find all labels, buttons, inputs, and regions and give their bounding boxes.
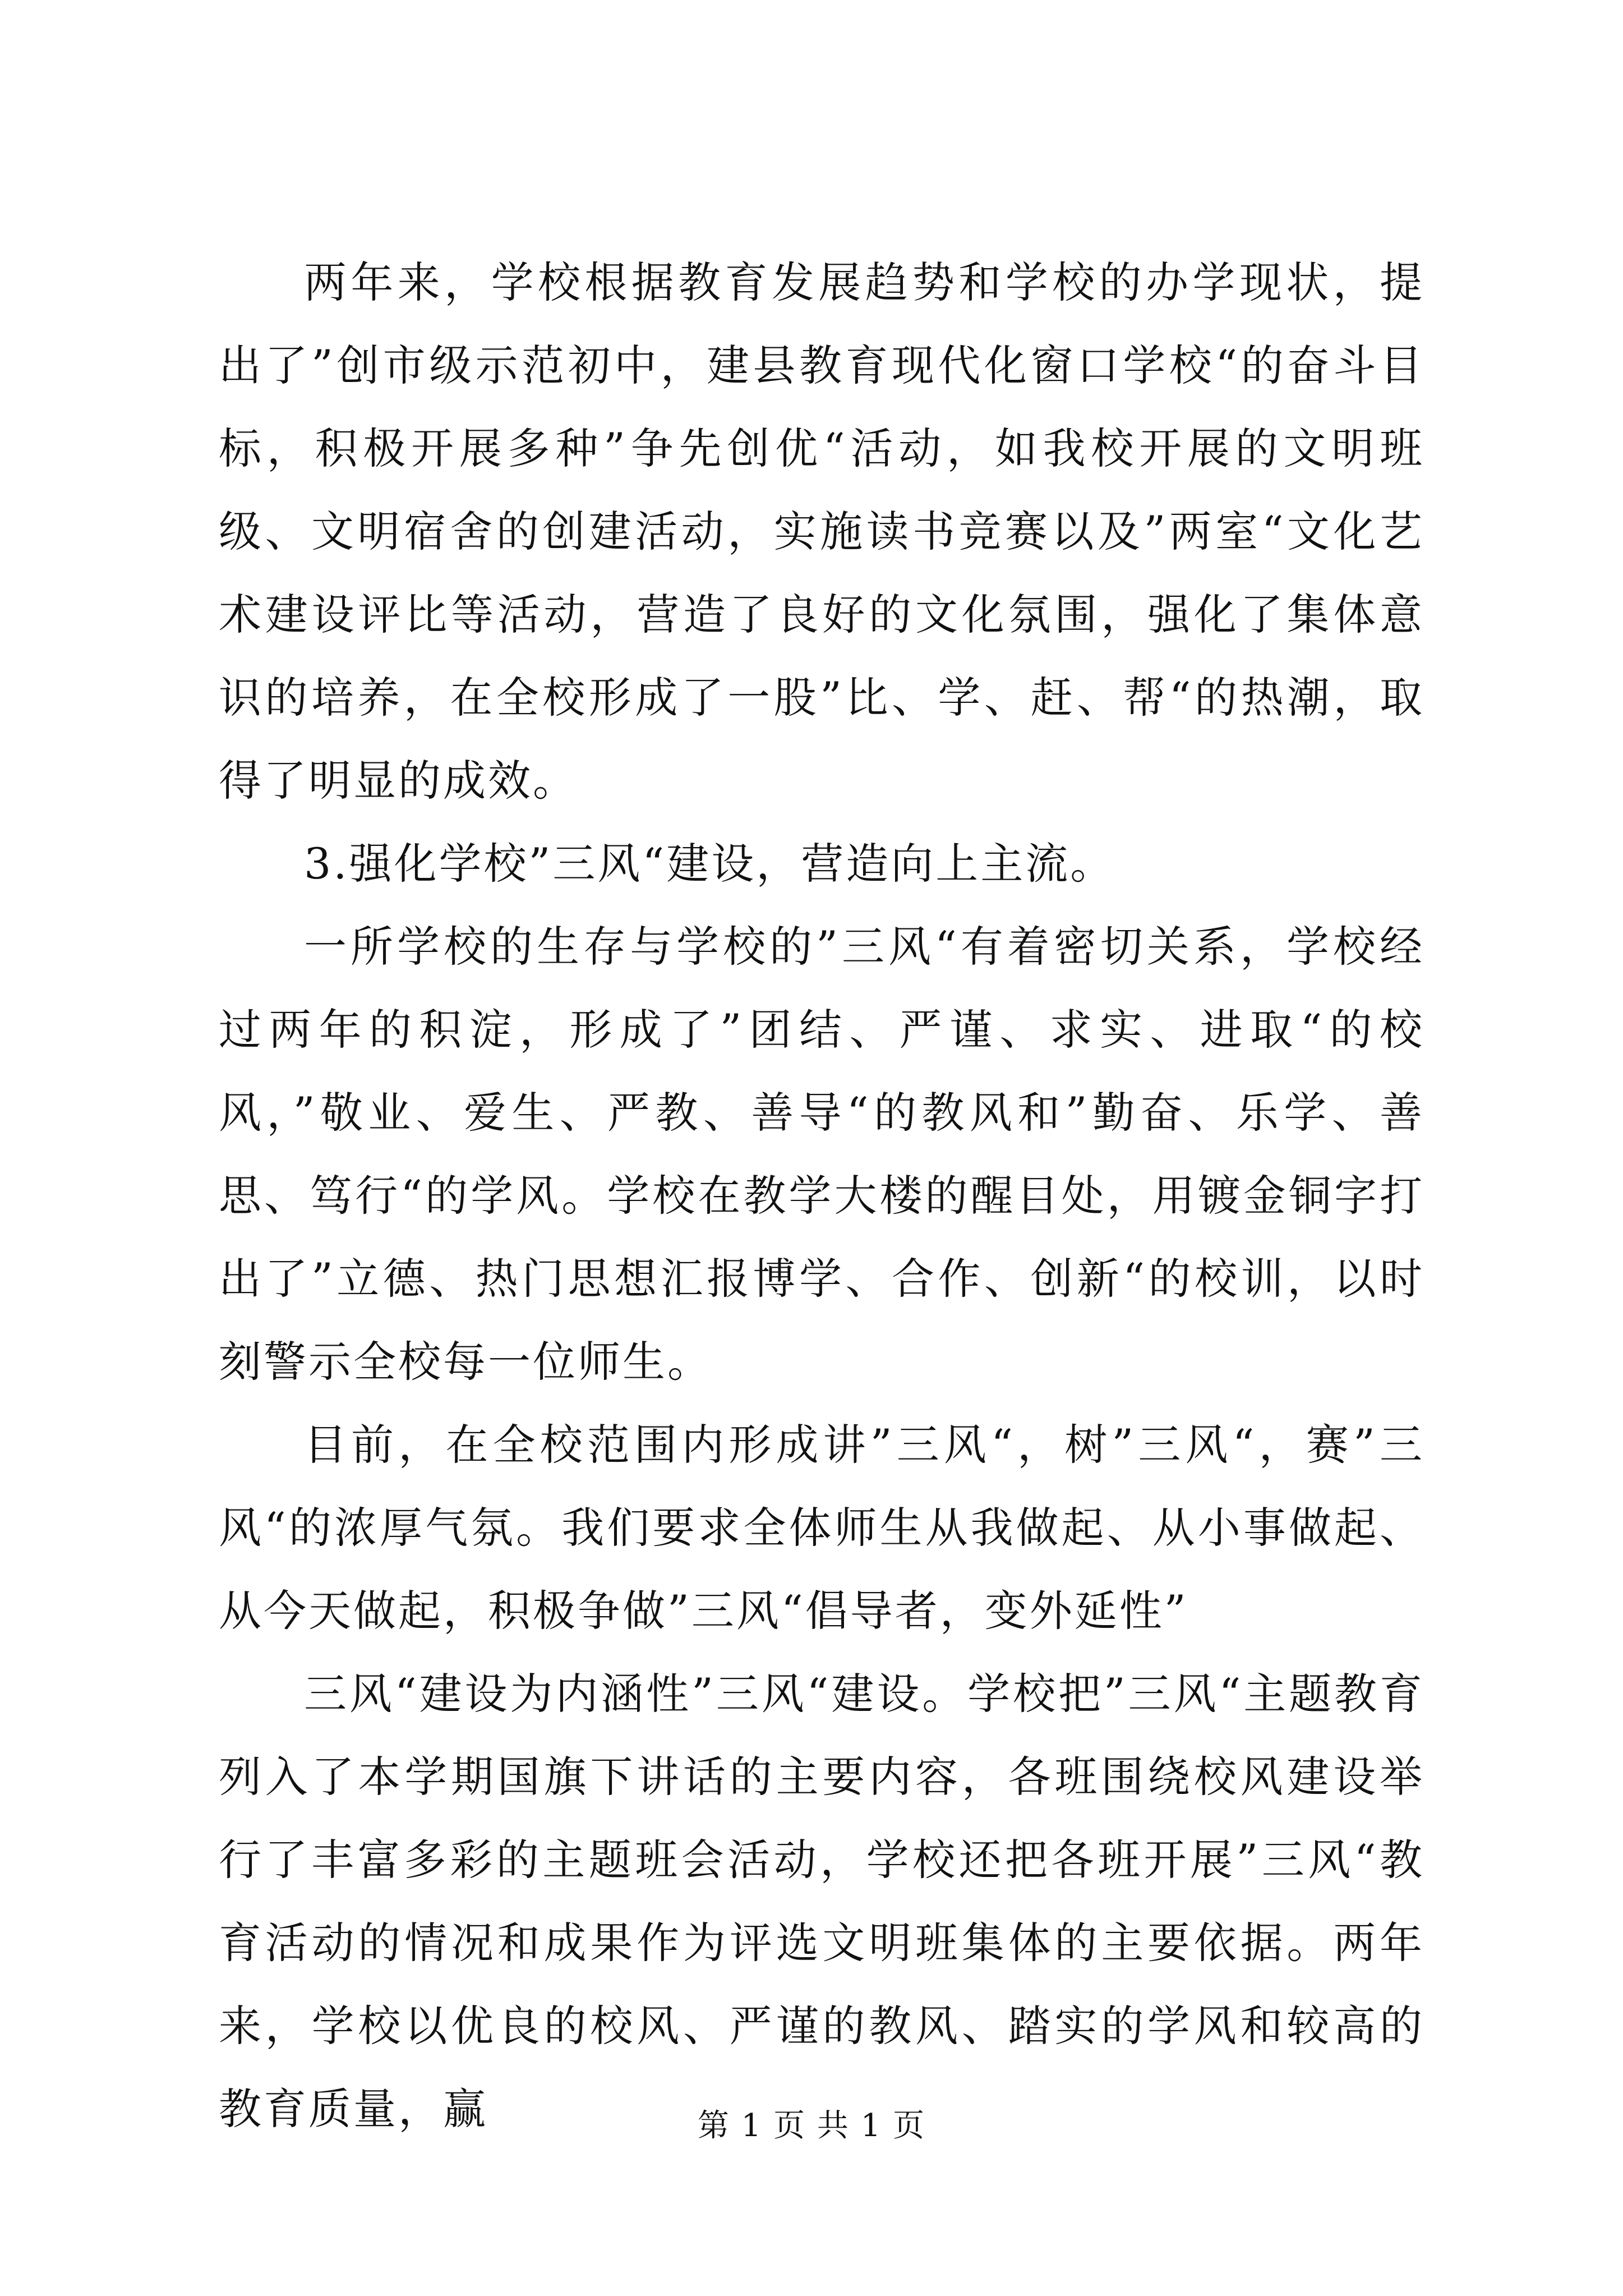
document-body: [219, 241, 1424, 2151]
paragraph: 三风“建设为内涵性”三风“建设。学校把”三风“主题教育列入了本学期国旗下讲话的主要内容，各班围绕校风建设举行了丰富多彩的主题班会活动，学校还把各班开展”三风“教育活动的情况和成果作为评选文明班集体的主要依据。两年来，学校以优良的校风、严谨的教风、踏实的学风和较高的教育质量，赢: [219, 1669, 1424, 2134]
page-footer: 第 1 页 共 1 页: [697, 2108, 926, 2144]
section-heading: 3.强化学校”三风“建设，营造向上主流。: [304, 839, 1115, 889]
paragraph: 两年来，学校根据教育发展趋势和学校的办学现状，提出了”创市级示范初中，建县教育现代化窗口学校“的奋斗目标，积极开展多种”争先创优“活动，如我校开展的文明班级、文明宿舍的创建活动，实施读书竞赛以及”两室“文化艺术建设评比等活动，营造了良好的文化氛围，强化了集体意识的培养，在全校形成了一股”比、学、赶、帮“的热潮，取得了明显的成效。: [219, 257, 1424, 806]
paragraph: 一所学校的生存与学校的”三风“有着密切关系，学校经过两年的积淀，形成了”团结、严谨、求实、进取“的校风，”敬业、爱生、严教、善导“的教风和”勤奋、乐学、善思、笃行“的学风。学校在教学大楼的醒目处，用镀金铜字打出了”立德、热门思想汇报博学、合作、创新“的校训，以时刻警示全校每一位师生。: [219, 922, 1424, 1387]
paragraph: 目前，在全校范围内形成讲”三风“，树”三风“，赛”三风“的浓厚气氛。我们要求全体师生从我做起、从小事做起、从今天做起，积极争做”三风“倡导者，变外延性”: [219, 1420, 1424, 1636]
